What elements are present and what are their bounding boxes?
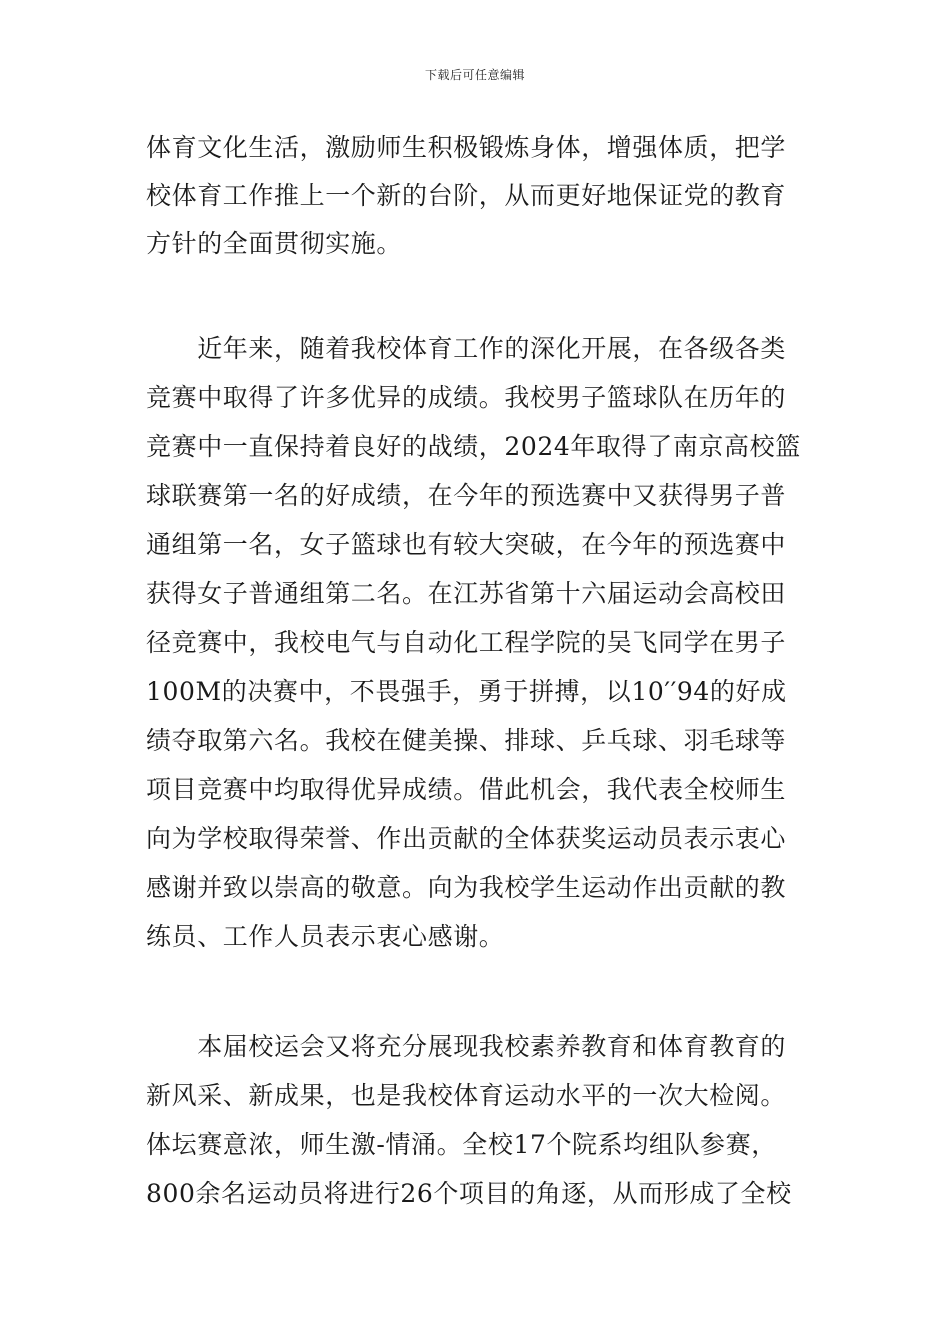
text-line: 竞赛中一直保持着良好的战绩，2024年取得了南京高校篮 xyxy=(146,432,801,461)
text-line: 100M的决赛中，不畏强手，勇于拼搏，以10′′94的好成 xyxy=(146,677,787,706)
text-line: 方针的全面贯彻实施。 xyxy=(146,229,403,258)
text-line: 近年来，随着我校体育工作的深化开展，在各级各类 xyxy=(146,334,787,363)
text-line: 球联赛第一名的好成绩，在今年的预选赛中又获得男子普 xyxy=(146,481,787,510)
text-line: 校体育工作推上一个新的台阶，从而更好地保证党的教育 xyxy=(146,181,787,210)
text-line: 新风采、新成果，也是我校体育运动水平的一次大检阅。 xyxy=(146,1081,787,1110)
text-line: 本届校运会又将充分展现我校素养教育和体育教育的 xyxy=(146,1032,787,1061)
text-line: 项目竞赛中均取得优异成绩。借此机会，我代表全校师生 xyxy=(146,775,787,804)
text-line: 练员、工作人员表示衷心感谢。 xyxy=(146,922,505,951)
text-line: 通组第一名，女子篮球也有较大突破，在今年的预选赛中 xyxy=(146,530,787,559)
text-line: 体育文化生活，激励师生积极锻炼身体，增强体质，把学 xyxy=(146,133,787,162)
text-line: 体坛赛意浓，师生激-情涌。全校17个院系均组队参赛， xyxy=(146,1130,777,1159)
text-line: 竞赛中取得了许多优异的成绩。我校男子篮球队在历年的 xyxy=(146,383,787,412)
text-line: 800余名运动员将进行26个项目的角逐，从而形成了全校 xyxy=(146,1179,792,1208)
text-line: 感谢并致以崇高的敬意。向为我校学生运动作出贡献的教 xyxy=(146,873,787,902)
text-line: 径竞赛中，我校电气与自动化工程学院的吴飞同学在男子 xyxy=(146,628,787,657)
page-header: 下载后可任意编辑 xyxy=(424,68,525,82)
text-line: 绩夺取第六名。我校在健美操、排球、乒乓球、羽毛球等 xyxy=(146,726,787,755)
text-line: 获得女子普通组第二名。在江苏省第十六届运动会高校田 xyxy=(146,579,787,608)
text-line: 向为学校取得荣誉、作出贡献的全体获奖运动员表示衷心 xyxy=(146,824,787,853)
